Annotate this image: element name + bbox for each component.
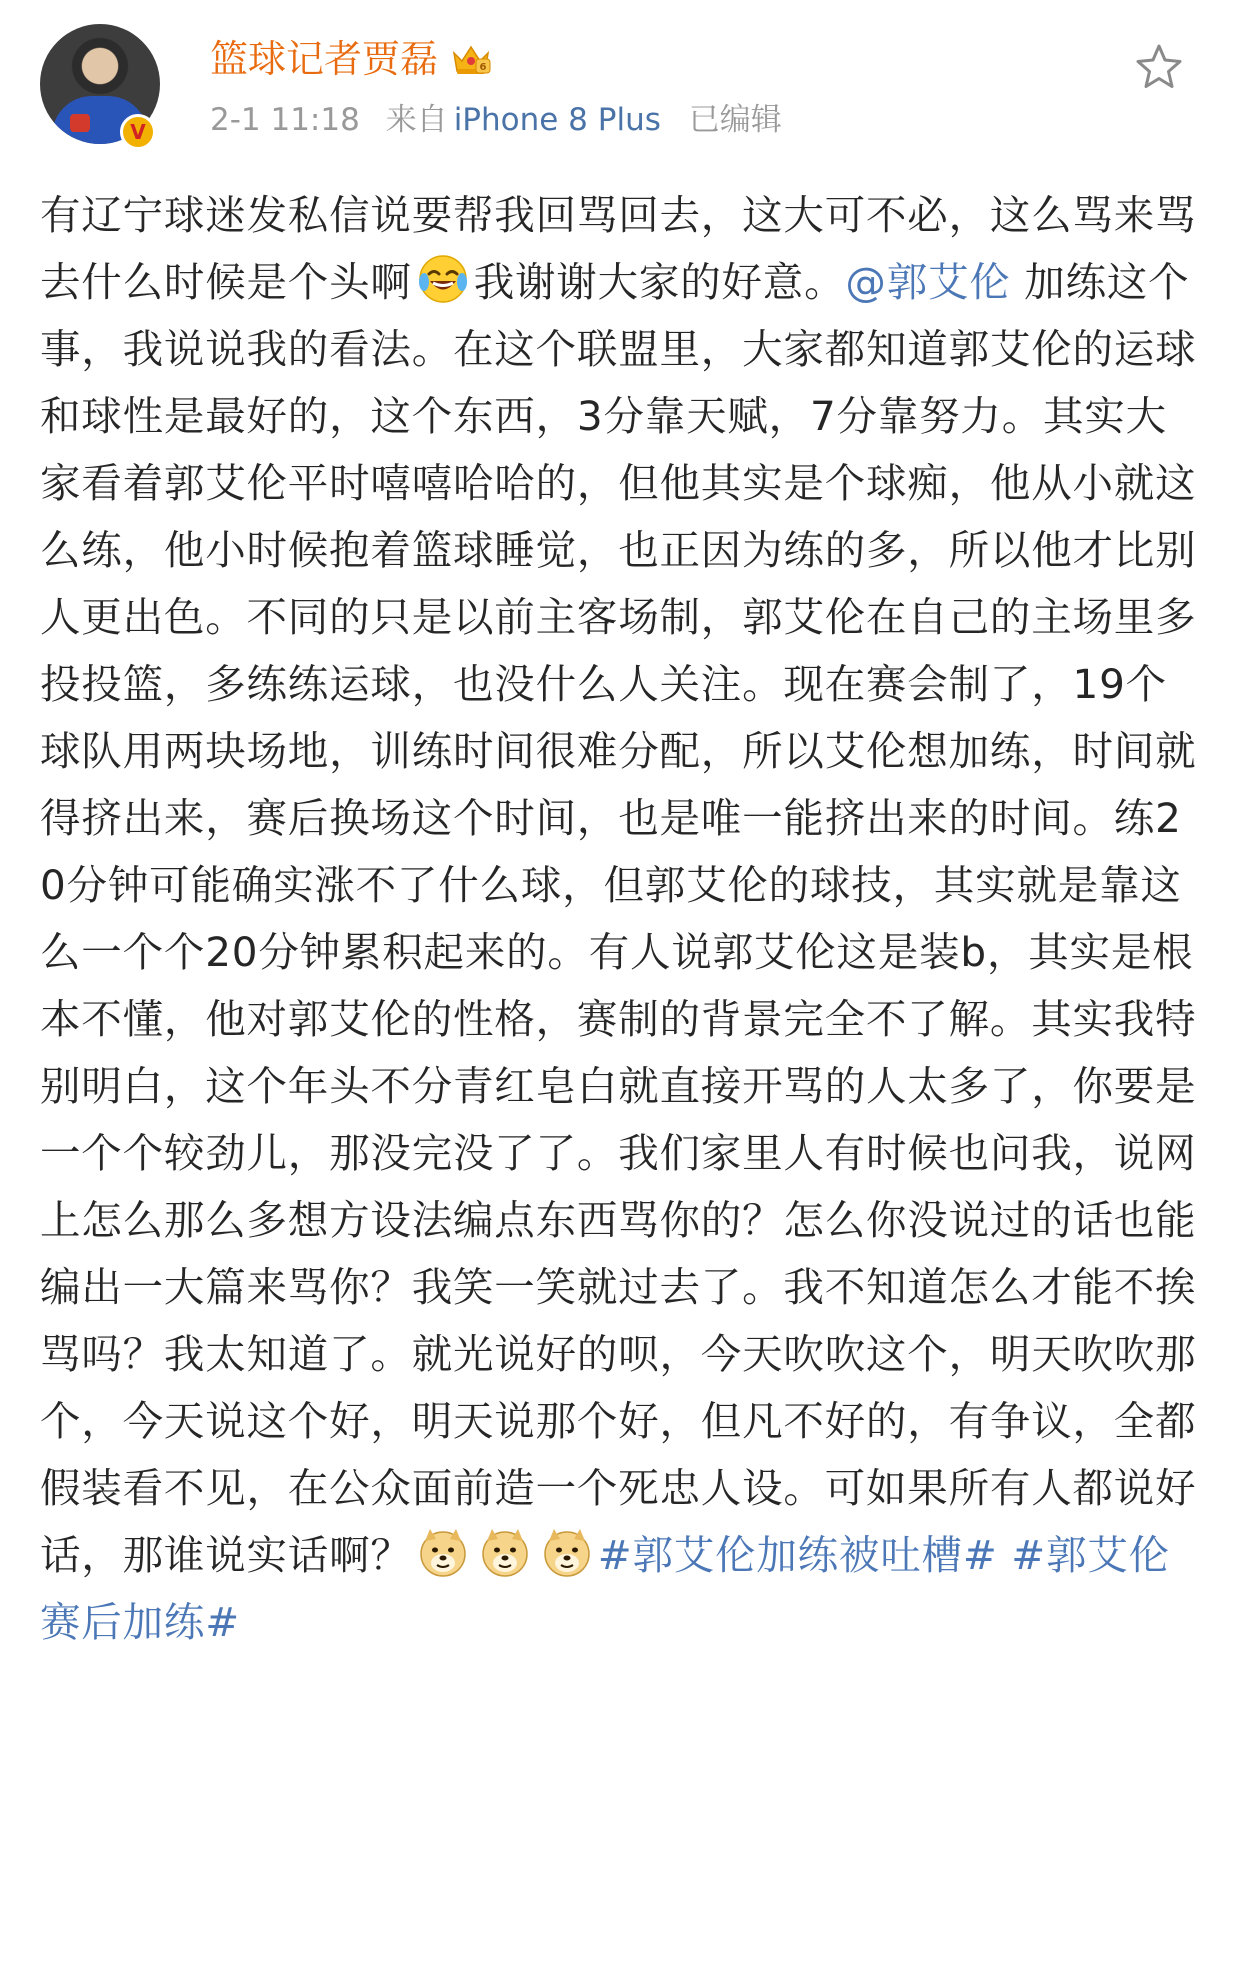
hashtag-link[interactable]: #郭艾伦赛后加练# bbox=[40, 1531, 1170, 1646]
verified-badge-icon: V bbox=[120, 114, 156, 150]
laugh-cry-emoji-icon bbox=[416, 252, 470, 306]
author-row bbox=[210, 30, 492, 88]
avatar-shirt-logo bbox=[70, 114, 90, 132]
post-content bbox=[40, 182, 1200, 1656]
source-device-link[interactable]: iPhone 8 Plus bbox=[453, 102, 661, 138]
post-meta bbox=[210, 98, 798, 142]
star-icon bbox=[1132, 40, 1186, 94]
hashtag-link[interactable]: #郭艾伦加练被吐槽# bbox=[597, 1531, 998, 1579]
doge-emoji-icon bbox=[540, 1525, 594, 1579]
post-header bbox=[0, 0, 1242, 160]
post-time: 2-1 11:18 bbox=[210, 102, 360, 138]
content-text-1: 有辽宁球迷发私信说要帮我回骂回去，这大可不必，这么骂来骂去什么时候是个头啊 bbox=[40, 191, 1197, 306]
content-text-2: 我谢谢大家的好意。 bbox=[473, 258, 846, 306]
favorite-button[interactable] bbox=[1132, 40, 1186, 94]
edited-label[interactable]: 已编辑 bbox=[688, 102, 782, 138]
mention-link[interactable]: @郭艾伦 bbox=[845, 258, 1011, 306]
doge-emoji-icon bbox=[416, 1525, 470, 1579]
content-text-3: 加练这个事，我说说我的看法。在这个联盟里，大家都知道郭艾伦的运球和球性是最好的，这个东西，3分靠天赋，7分靠努力。其实大家看着郭艾伦平时嘻嘻哈哈的，但他其实是个球痴，他从小就这么练，他小时候抱着篮球睡觉，也正因为练的多，所以他才比别人更出色。不同的只是以前主客场制，郭艾伦在自己的主场里多投投篮，多练练运球，也没什么人关注。现在赛会制了，19个球队用两块场地，训练时间很难分配，所以艾伦想加练，时间就得挤出来，赛后换场这个时间，也是唯一能挤出来的时间。练20分钟可能确实涨不了什么球，但郭艾伦的球技，其实就是靠这么一个个20分钟累积起来的。有人说郭艾伦这是装b，其实是根本不懂，他对郭艾伦的性格，赛制的背景完全不了解。其实我特别明白，这个年头不分青红皂白就直接开骂的人太多了，你要是一个个较劲儿，那没完没了了。我们家里人有时候也问我，说网上怎么那么多想方设法编点东西骂你的？怎么你没说过的话也能编出一大篇来骂你？我笑一笑就过去了。我不知道怎么才能不挨骂吗？我太知道了。就光说好的呗，今天吹吹这个，明天吹吹那个，今天说这个好，明天说那个好，但凡不好的，有争议，全都假装看不见，在公众面前造一个死忠人设。可如果所有人都说好话，那谁说实话啊？ bbox=[40, 258, 1197, 1579]
doge-emoji-icon bbox=[478, 1525, 532, 1579]
source-prefix: 来自 bbox=[385, 102, 448, 138]
vip-crown-icon[interactable] bbox=[450, 41, 492, 77]
svg-text:6: 6 bbox=[479, 62, 487, 73]
author-name[interactable]: 篮球记者贾磊 bbox=[210, 37, 439, 81]
